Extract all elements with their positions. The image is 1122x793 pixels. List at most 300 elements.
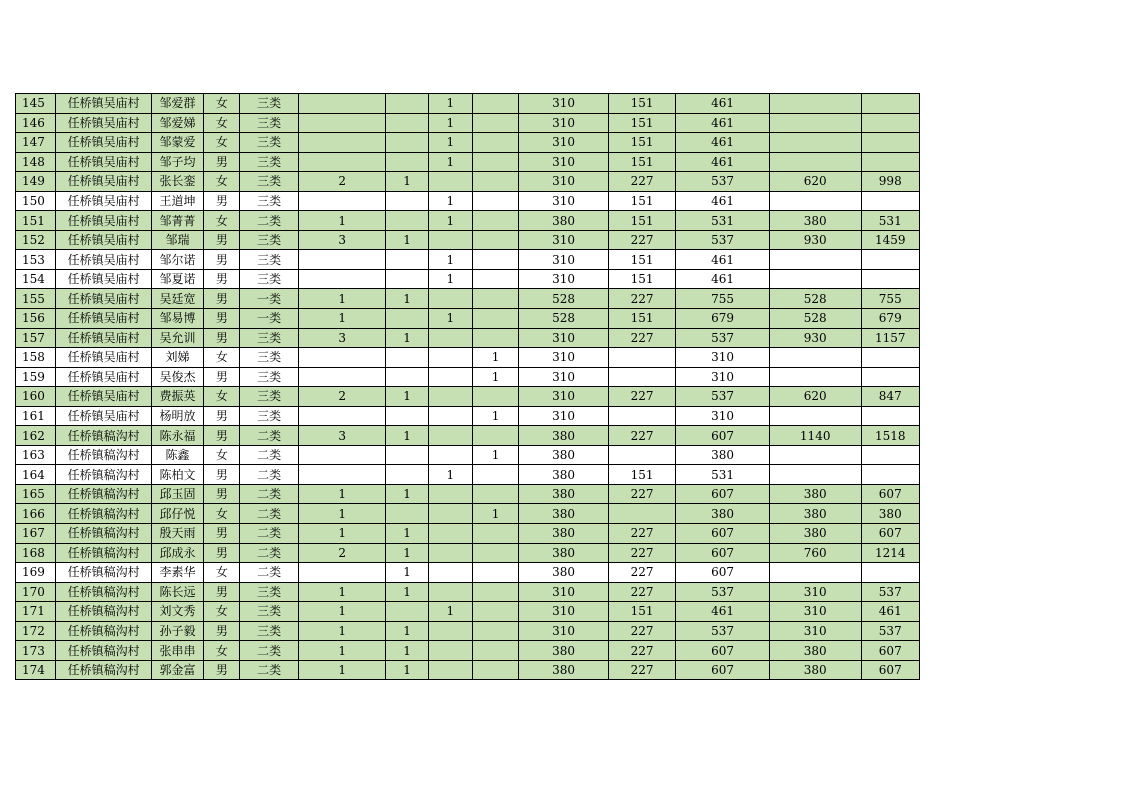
count-cell bbox=[386, 211, 428, 231]
count-cell: 1 bbox=[428, 602, 472, 622]
amount-cell: 380 bbox=[519, 465, 609, 485]
name-cell: 孙子毅 bbox=[151, 621, 203, 641]
count-cell bbox=[298, 250, 386, 270]
count-cell bbox=[472, 211, 518, 231]
amount-cell: 620 bbox=[769, 387, 861, 407]
count-cell bbox=[428, 641, 472, 661]
category-cell: 二类 bbox=[240, 465, 298, 485]
village-cell: 任桥镇吴庙村 bbox=[56, 152, 152, 172]
row-number: 167 bbox=[16, 524, 56, 544]
amount-cell: 461 bbox=[676, 250, 770, 270]
count-cell bbox=[386, 191, 428, 211]
count-cell bbox=[298, 269, 386, 289]
count-cell: 1 bbox=[298, 641, 386, 661]
amount-cell: 227 bbox=[608, 289, 675, 309]
count-cell bbox=[298, 406, 386, 426]
amount-cell: 607 bbox=[676, 426, 770, 446]
amount-cell: 607 bbox=[861, 484, 920, 504]
table-row bbox=[16, 621, 920, 641]
table-row bbox=[16, 348, 920, 368]
row-number: 146 bbox=[16, 113, 56, 133]
amount-cell: 760 bbox=[769, 543, 861, 563]
sex-cell: 男 bbox=[204, 465, 240, 485]
row-number: 170 bbox=[16, 582, 56, 602]
count-cell: 1 bbox=[386, 426, 428, 446]
name-cell: 邹易博 bbox=[151, 309, 203, 329]
amount-cell bbox=[861, 445, 920, 465]
row-number: 169 bbox=[16, 563, 56, 583]
amount-cell: 310 bbox=[519, 621, 609, 641]
count-cell bbox=[472, 602, 518, 622]
name-cell: 李素华 bbox=[151, 563, 203, 583]
amount-cell: 151 bbox=[608, 250, 675, 270]
village-cell: 任桥镇稿沟村 bbox=[56, 621, 152, 641]
sex-cell: 男 bbox=[204, 484, 240, 504]
amount-cell: 310 bbox=[676, 367, 770, 387]
amount-cell: 380 bbox=[519, 524, 609, 544]
table-row bbox=[16, 133, 920, 153]
amount-cell: 607 bbox=[676, 524, 770, 544]
category-cell: 三类 bbox=[240, 230, 298, 250]
count-cell: 1 bbox=[472, 504, 518, 524]
row-number: 162 bbox=[16, 426, 56, 446]
amount-cell: 151 bbox=[608, 152, 675, 172]
amount-cell: 537 bbox=[861, 582, 920, 602]
amount-cell bbox=[608, 445, 675, 465]
count-cell bbox=[428, 582, 472, 602]
count-cell bbox=[472, 269, 518, 289]
count-cell bbox=[386, 269, 428, 289]
amount-cell: 930 bbox=[769, 230, 861, 250]
category-cell: 二类 bbox=[240, 445, 298, 465]
count-cell bbox=[428, 621, 472, 641]
amount-cell: 380 bbox=[519, 426, 609, 446]
village-cell: 任桥镇吴庙村 bbox=[56, 289, 152, 309]
amount-cell: 227 bbox=[608, 230, 675, 250]
amount-cell: 380 bbox=[769, 641, 861, 661]
amount-cell bbox=[861, 94, 920, 114]
table-row bbox=[16, 406, 920, 426]
count-cell bbox=[472, 582, 518, 602]
name-cell: 邱仔悦 bbox=[151, 504, 203, 524]
category-cell: 二类 bbox=[240, 484, 298, 504]
count-cell: 1 bbox=[428, 191, 472, 211]
amount-cell bbox=[769, 250, 861, 270]
count-cell bbox=[472, 524, 518, 544]
amount-cell bbox=[608, 406, 675, 426]
name-cell: 陈长远 bbox=[151, 582, 203, 602]
count-cell: 3 bbox=[298, 426, 386, 446]
amount-cell bbox=[861, 269, 920, 289]
table-row bbox=[16, 152, 920, 172]
amount-cell: 227 bbox=[608, 484, 675, 504]
count-cell bbox=[472, 133, 518, 153]
count-cell bbox=[428, 445, 472, 465]
count-cell bbox=[472, 94, 518, 114]
sex-cell: 女 bbox=[204, 602, 240, 622]
table-row bbox=[16, 113, 920, 133]
amount-cell: 227 bbox=[608, 621, 675, 641]
amount-cell: 380 bbox=[519, 445, 609, 465]
count-cell bbox=[298, 367, 386, 387]
village-cell: 任桥镇吴庙村 bbox=[56, 328, 152, 348]
amount-cell bbox=[769, 133, 861, 153]
count-cell bbox=[428, 504, 472, 524]
amount-cell: 310 bbox=[519, 582, 609, 602]
village-cell: 任桥镇吴庙村 bbox=[56, 113, 152, 133]
count-cell: 1 bbox=[428, 211, 472, 231]
amount-cell bbox=[861, 348, 920, 368]
amount-cell bbox=[861, 406, 920, 426]
amount-cell: 310 bbox=[519, 152, 609, 172]
table-row bbox=[16, 602, 920, 622]
amount-cell: 151 bbox=[608, 94, 675, 114]
sex-cell: 男 bbox=[204, 543, 240, 563]
row-number: 171 bbox=[16, 602, 56, 622]
category-cell: 二类 bbox=[240, 641, 298, 661]
name-cell: 张长銮 bbox=[151, 172, 203, 192]
count-cell bbox=[472, 621, 518, 641]
amount-cell: 310 bbox=[769, 621, 861, 641]
count-cell: 1 bbox=[298, 660, 386, 680]
village-cell: 任桥镇稿沟村 bbox=[56, 524, 152, 544]
category-cell: 二类 bbox=[240, 211, 298, 231]
amount-cell: 227 bbox=[608, 172, 675, 192]
amount-cell: 461 bbox=[676, 191, 770, 211]
count-cell bbox=[298, 191, 386, 211]
village-cell: 任桥镇稿沟村 bbox=[56, 504, 152, 524]
row-number: 160 bbox=[16, 387, 56, 407]
amount-cell bbox=[769, 113, 861, 133]
name-cell: 陈鑫 bbox=[151, 445, 203, 465]
count-cell bbox=[472, 191, 518, 211]
row-number: 157 bbox=[16, 328, 56, 348]
amount-cell bbox=[861, 133, 920, 153]
name-cell: 陈永福 bbox=[151, 426, 203, 446]
count-cell: 1 bbox=[428, 465, 472, 485]
amount-cell: 679 bbox=[676, 309, 770, 329]
village-cell: 任桥镇吴庙村 bbox=[56, 309, 152, 329]
count-cell bbox=[472, 113, 518, 133]
amount-cell: 310 bbox=[519, 230, 609, 250]
name-cell: 邹菁菁 bbox=[151, 211, 203, 231]
row-number: 154 bbox=[16, 269, 56, 289]
name-cell: 殷天雨 bbox=[151, 524, 203, 544]
sex-cell: 女 bbox=[204, 211, 240, 231]
village-cell: 任桥镇稿沟村 bbox=[56, 602, 152, 622]
village-cell: 任桥镇稿沟村 bbox=[56, 641, 152, 661]
count-cell: 1 bbox=[298, 289, 386, 309]
name-cell: 吴允训 bbox=[151, 328, 203, 348]
name-cell: 邹瑞 bbox=[151, 230, 203, 250]
village-cell: 任桥镇吴庙村 bbox=[56, 191, 152, 211]
table-row bbox=[16, 641, 920, 661]
amount-cell: 461 bbox=[676, 94, 770, 114]
count-cell bbox=[298, 348, 386, 368]
row-number: 164 bbox=[16, 465, 56, 485]
name-cell: 刘娣 bbox=[151, 348, 203, 368]
row-number: 147 bbox=[16, 133, 56, 153]
count-cell: 1 bbox=[386, 484, 428, 504]
amount-cell: 310 bbox=[676, 348, 770, 368]
category-cell: 二类 bbox=[240, 524, 298, 544]
name-cell: 邹夏诺 bbox=[151, 269, 203, 289]
count-cell bbox=[472, 387, 518, 407]
count-cell bbox=[298, 445, 386, 465]
count-cell bbox=[428, 367, 472, 387]
sex-cell: 女 bbox=[204, 94, 240, 114]
row-number: 159 bbox=[16, 367, 56, 387]
count-cell bbox=[386, 113, 428, 133]
village-cell: 任桥镇吴庙村 bbox=[56, 211, 152, 231]
amount-cell: 227 bbox=[608, 387, 675, 407]
amount-cell: 310 bbox=[519, 269, 609, 289]
amount-cell: 380 bbox=[769, 484, 861, 504]
count-cell: 1 bbox=[298, 504, 386, 524]
row-number: 163 bbox=[16, 445, 56, 465]
count-cell: 1 bbox=[386, 621, 428, 641]
row-number: 151 bbox=[16, 211, 56, 231]
count-cell: 1 bbox=[386, 230, 428, 250]
sex-cell: 男 bbox=[204, 309, 240, 329]
sex-cell: 男 bbox=[204, 152, 240, 172]
village-cell: 任桥镇吴庙村 bbox=[56, 406, 152, 426]
amount-cell: 151 bbox=[608, 602, 675, 622]
row-number: 148 bbox=[16, 152, 56, 172]
count-cell: 1 bbox=[472, 445, 518, 465]
amount-cell: 528 bbox=[769, 289, 861, 309]
category-cell: 二类 bbox=[240, 504, 298, 524]
amount-cell: 1214 bbox=[861, 543, 920, 563]
sex-cell: 男 bbox=[204, 191, 240, 211]
count-cell bbox=[386, 445, 428, 465]
table-row bbox=[16, 172, 920, 192]
count-cell: 1 bbox=[386, 387, 428, 407]
sex-cell: 男 bbox=[204, 289, 240, 309]
data-table bbox=[15, 93, 920, 680]
amount-cell: 310 bbox=[519, 172, 609, 192]
amount-cell: 537 bbox=[861, 621, 920, 641]
amount-cell: 380 bbox=[769, 660, 861, 680]
amount-cell: 380 bbox=[519, 211, 609, 231]
row-number: 156 bbox=[16, 309, 56, 329]
count-cell bbox=[386, 504, 428, 524]
row-number: 158 bbox=[16, 348, 56, 368]
amount-cell: 380 bbox=[519, 504, 609, 524]
name-cell: 邱玉固 bbox=[151, 484, 203, 504]
count-cell bbox=[386, 250, 428, 270]
count-cell: 1 bbox=[298, 602, 386, 622]
table-row bbox=[16, 484, 920, 504]
amount-cell: 310 bbox=[676, 406, 770, 426]
table-row bbox=[16, 269, 920, 289]
name-cell: 邹爱娣 bbox=[151, 113, 203, 133]
amount-cell bbox=[861, 563, 920, 583]
sex-cell: 男 bbox=[204, 621, 240, 641]
count-cell: 2 bbox=[298, 387, 386, 407]
amount-cell bbox=[769, 348, 861, 368]
count-cell: 1 bbox=[298, 484, 386, 504]
name-cell: 邹尔诺 bbox=[151, 250, 203, 270]
amount-cell: 755 bbox=[861, 289, 920, 309]
amount-cell: 531 bbox=[861, 211, 920, 231]
count-cell: 2 bbox=[298, 172, 386, 192]
village-cell: 任桥镇吴庙村 bbox=[56, 269, 152, 289]
category-cell: 二类 bbox=[240, 543, 298, 563]
amount-cell: 380 bbox=[676, 504, 770, 524]
amount-cell: 1459 bbox=[861, 230, 920, 250]
table-row bbox=[16, 289, 920, 309]
amount-cell: 310 bbox=[519, 348, 609, 368]
count-cell: 1 bbox=[428, 269, 472, 289]
count-cell: 1 bbox=[298, 524, 386, 544]
category-cell: 三类 bbox=[240, 94, 298, 114]
table-row bbox=[16, 504, 920, 524]
count-cell bbox=[472, 543, 518, 563]
amount-cell bbox=[608, 348, 675, 368]
table-row bbox=[16, 328, 920, 348]
count-cell: 1 bbox=[386, 582, 428, 602]
category-cell: 三类 bbox=[240, 387, 298, 407]
count-cell bbox=[386, 94, 428, 114]
category-cell: 三类 bbox=[240, 621, 298, 641]
count-cell: 1 bbox=[428, 94, 472, 114]
table-row bbox=[16, 426, 920, 446]
amount-cell bbox=[608, 367, 675, 387]
name-cell: 邱成永 bbox=[151, 543, 203, 563]
row-number: 168 bbox=[16, 543, 56, 563]
count-cell bbox=[386, 348, 428, 368]
count-cell bbox=[472, 250, 518, 270]
category-cell: 三类 bbox=[240, 250, 298, 270]
amount-cell: 227 bbox=[608, 543, 675, 563]
amount-cell bbox=[861, 465, 920, 485]
count-cell bbox=[428, 289, 472, 309]
amount-cell bbox=[861, 113, 920, 133]
count-cell bbox=[428, 172, 472, 192]
count-cell: 1 bbox=[472, 348, 518, 368]
name-cell: 郭金富 bbox=[151, 660, 203, 680]
count-cell bbox=[428, 484, 472, 504]
amount-cell: 531 bbox=[676, 465, 770, 485]
count-cell bbox=[298, 465, 386, 485]
amount-cell: 461 bbox=[676, 133, 770, 153]
village-cell: 任桥镇稿沟村 bbox=[56, 543, 152, 563]
amount-cell: 607 bbox=[676, 484, 770, 504]
amount-cell: 310 bbox=[519, 367, 609, 387]
sex-cell: 男 bbox=[204, 328, 240, 348]
count-cell bbox=[298, 152, 386, 172]
count-cell bbox=[472, 660, 518, 680]
name-cell: 杨明放 bbox=[151, 406, 203, 426]
amount-cell: 380 bbox=[861, 504, 920, 524]
count-cell bbox=[472, 563, 518, 583]
village-cell: 任桥镇稿沟村 bbox=[56, 426, 152, 446]
amount-cell: 461 bbox=[861, 602, 920, 622]
amount-cell: 227 bbox=[608, 563, 675, 583]
village-cell: 任桥镇稿沟村 bbox=[56, 582, 152, 602]
table-row bbox=[16, 445, 920, 465]
count-cell bbox=[428, 406, 472, 426]
table-row bbox=[16, 387, 920, 407]
village-cell: 任桥镇吴庙村 bbox=[56, 367, 152, 387]
row-number: 149 bbox=[16, 172, 56, 192]
amount-cell: 310 bbox=[519, 191, 609, 211]
amount-cell: 151 bbox=[608, 133, 675, 153]
category-cell: 三类 bbox=[240, 328, 298, 348]
table-row bbox=[16, 563, 920, 583]
sex-cell: 女 bbox=[204, 172, 240, 192]
count-cell bbox=[386, 152, 428, 172]
count-cell bbox=[298, 563, 386, 583]
amount-cell: 151 bbox=[608, 211, 675, 231]
name-cell: 邹子均 bbox=[151, 152, 203, 172]
category-cell: 二类 bbox=[240, 660, 298, 680]
count-cell bbox=[428, 563, 472, 583]
row-number: 155 bbox=[16, 289, 56, 309]
amount-cell: 620 bbox=[769, 172, 861, 192]
amount-cell: 380 bbox=[519, 660, 609, 680]
amount-cell: 310 bbox=[519, 113, 609, 133]
count-cell: 1 bbox=[428, 250, 472, 270]
name-cell: 王道坤 bbox=[151, 191, 203, 211]
table-row bbox=[16, 94, 920, 114]
count-cell: 1 bbox=[428, 152, 472, 172]
count-cell bbox=[428, 524, 472, 544]
amount-cell: 461 bbox=[676, 602, 770, 622]
count-cell: 1 bbox=[428, 133, 472, 153]
category-cell: 三类 bbox=[240, 113, 298, 133]
count-cell bbox=[472, 426, 518, 446]
category-cell: 二类 bbox=[240, 563, 298, 583]
count-cell bbox=[386, 465, 428, 485]
amount-cell bbox=[769, 367, 861, 387]
count-cell: 3 bbox=[298, 230, 386, 250]
village-cell: 任桥镇稿沟村 bbox=[56, 445, 152, 465]
row-number: 174 bbox=[16, 660, 56, 680]
count-cell: 1 bbox=[386, 524, 428, 544]
village-cell: 任桥镇吴庙村 bbox=[56, 348, 152, 368]
amount-cell bbox=[769, 465, 861, 485]
count-cell bbox=[298, 94, 386, 114]
sex-cell: 女 bbox=[204, 348, 240, 368]
amount-cell: 607 bbox=[861, 660, 920, 680]
village-cell: 任桥镇吴庙村 bbox=[56, 133, 152, 153]
amount-cell bbox=[861, 191, 920, 211]
table-row bbox=[16, 524, 920, 544]
amount-cell: 380 bbox=[519, 543, 609, 563]
table-row bbox=[16, 309, 920, 329]
count-cell: 1 bbox=[428, 113, 472, 133]
amount-cell: 537 bbox=[676, 172, 770, 192]
row-number: 161 bbox=[16, 406, 56, 426]
amount-cell bbox=[769, 563, 861, 583]
count-cell bbox=[298, 133, 386, 153]
amount-cell: 227 bbox=[608, 426, 675, 446]
count-cell bbox=[472, 641, 518, 661]
sex-cell: 男 bbox=[204, 269, 240, 289]
count-cell: 1 bbox=[472, 406, 518, 426]
count-cell: 1 bbox=[298, 309, 386, 329]
category-cell: 一类 bbox=[240, 289, 298, 309]
count-cell: 1 bbox=[386, 641, 428, 661]
amount-cell: 380 bbox=[519, 641, 609, 661]
village-cell: 任桥镇吴庙村 bbox=[56, 172, 152, 192]
village-cell: 任桥镇吴庙村 bbox=[56, 387, 152, 407]
amount-cell: 1518 bbox=[861, 426, 920, 446]
count-cell bbox=[386, 367, 428, 387]
table-row bbox=[16, 660, 920, 680]
